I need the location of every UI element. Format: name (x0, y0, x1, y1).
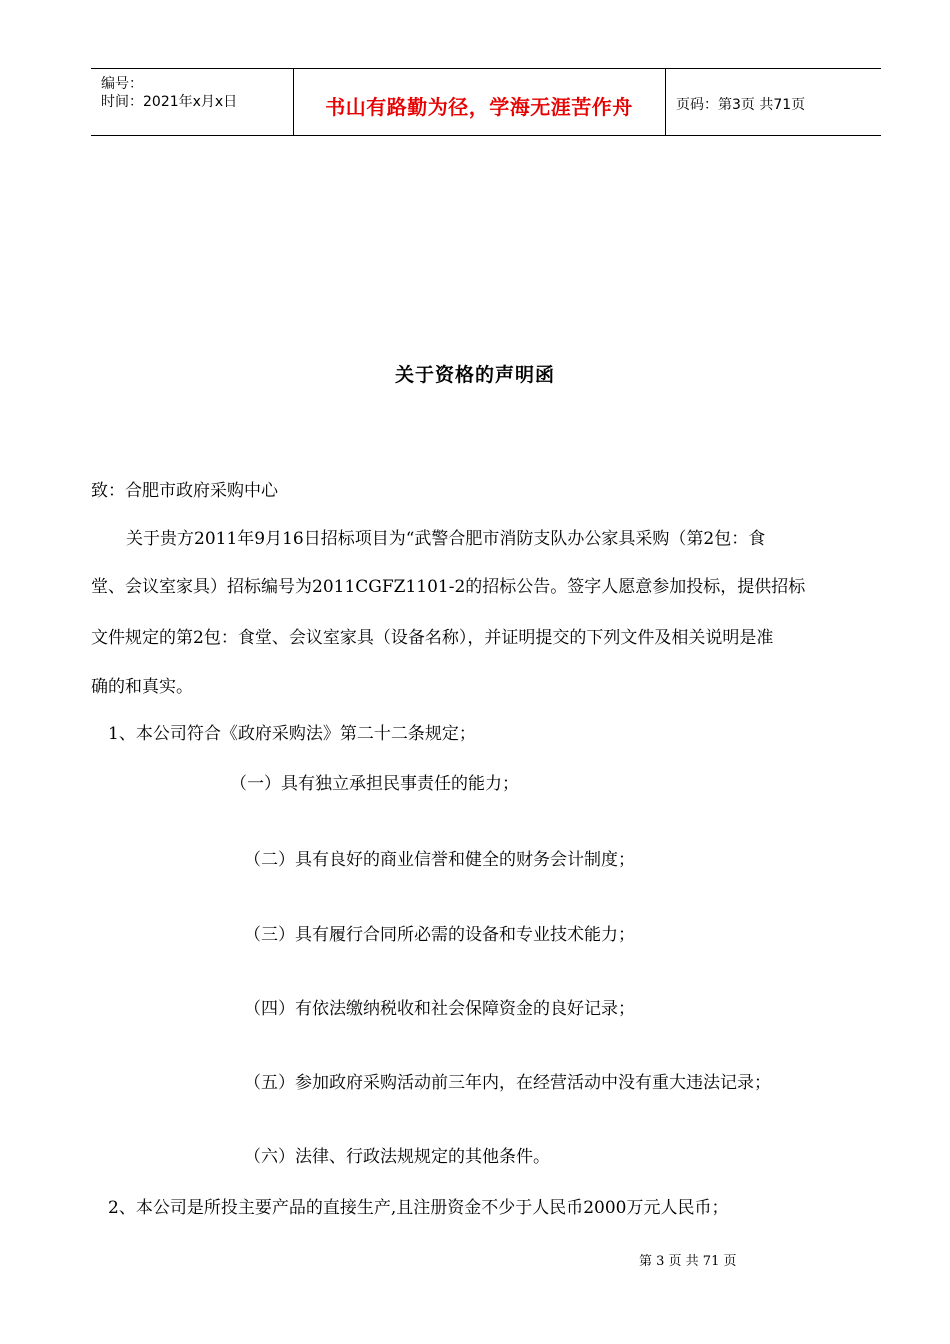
sub-item-5: （五）参加政府采购活动前三年内，在经营活动中没有重大违法记录； (244, 1073, 771, 1093)
header-page-number: 页码：第3页 共71页 (676, 97, 806, 113)
body-line-3: 文件规定的第2包：食堂、会议室家具（设备名称），并证明提交的下列文件及相关说明是准 (91, 628, 774, 648)
header-meta-cell (91, 69, 294, 135)
sub-item-4: （四）有依法缴纳税收和社会保障资金的良好记录； (244, 999, 635, 1019)
serial-number-label: 编号： (101, 76, 143, 92)
body-line-2: 堂、会议室家具）招标编号为2011CGFZ1101-2的招标公告。签字人愿意参加投标，提供招标 (91, 577, 806, 597)
sub-item-2: （二）具有良好的商业信誉和健全的财务会计制度； (244, 850, 635, 870)
header-motto: 书山有路勤为径，学海无涯苦作舟 (325, 95, 633, 119)
header-page-cell (666, 69, 881, 135)
document-header (91, 68, 881, 136)
sub-item-6: （六）法律、行政法规规定的其他条件。 (244, 1147, 550, 1167)
header-motto-cell (293, 69, 666, 135)
clause-item-1: 1、本公司符合《政府采购法》第二十二条规定； (108, 724, 476, 744)
body-line-4: 确的和真实。 (91, 677, 193, 697)
time-label: 时间：2021年x月x日 (101, 94, 238, 110)
clause-item-2: 2、本公司是所投主要产品的直接生产,且注册资金不少于人民币2000万元人民币； (108, 1198, 729, 1218)
sub-item-1: （一）具有独立承担民事责任的能力； (230, 774, 519, 794)
sub-item-3: （三）具有履行合同所必需的设备和专业技术能力； (244, 925, 635, 945)
recipient-line: 致：合肥市政府采购中心 (91, 481, 278, 501)
footer-page-number: 第 3 页 共 71 页 (639, 1254, 737, 1269)
document-title: 关于资格的声明函 (394, 364, 555, 386)
body-line-1: 关于贵方2011年9月16日招标项目为“武警合肥市消防支队办公家具采购（第2包：食 (126, 529, 766, 549)
